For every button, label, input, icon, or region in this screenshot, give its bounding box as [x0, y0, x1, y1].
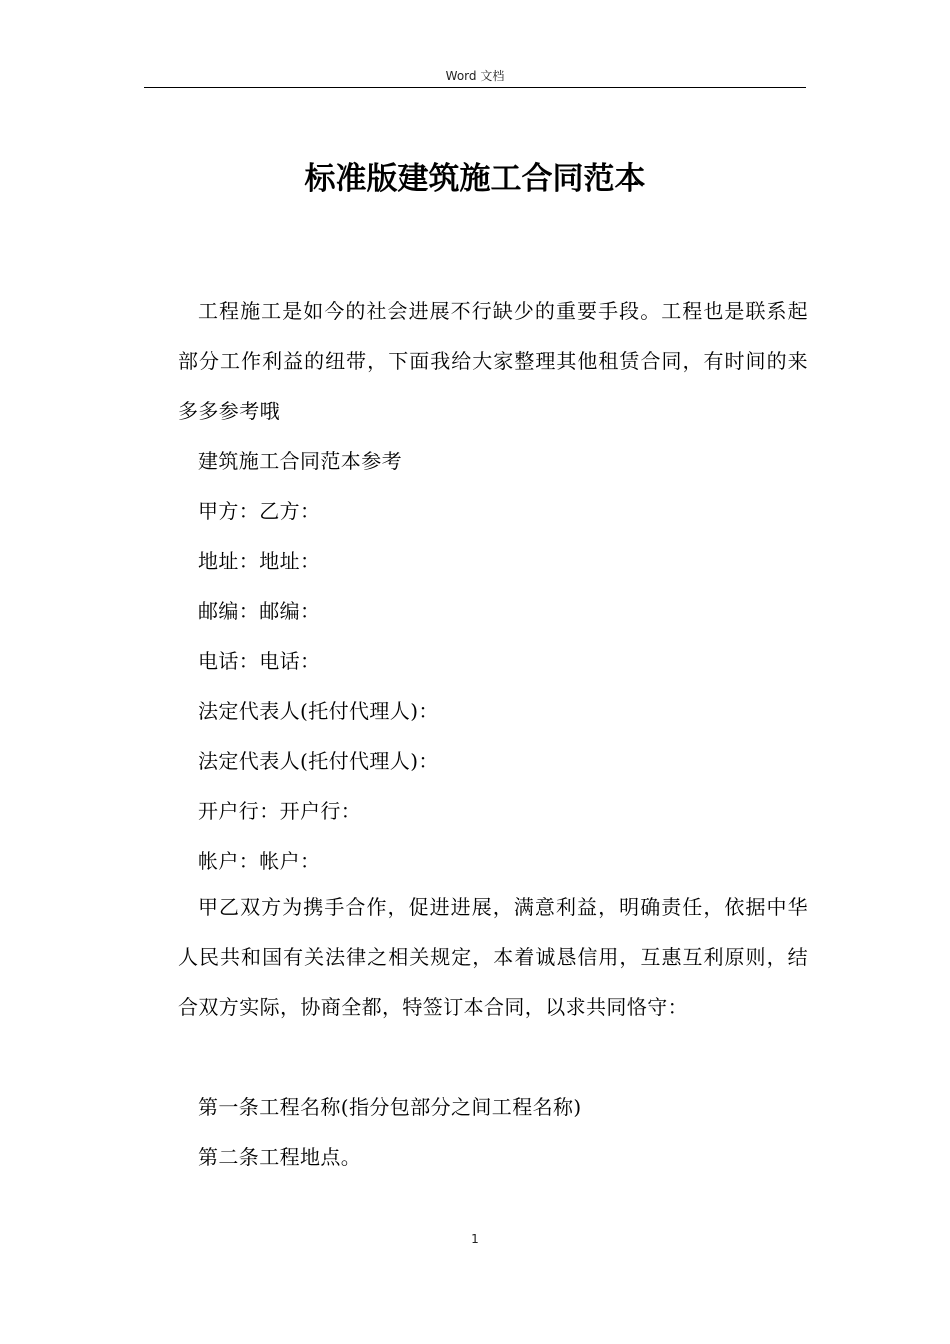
agreement-paragraph: 甲乙双方为携手合作，促进进展，满意利益，明确责任，依据中华人民共和国有关法律之相关规定，本着诚恳信用，互惠互利原则，结合双方实际，协商全都，特签订本合同，以求共同恪守：: [178, 895, 808, 1019]
document-title: 标准版建筑施工合同范本: [304, 161, 646, 197]
account-line: 帐户：帐户：: [198, 849, 321, 873]
bank-line: 开户行：开户行：: [198, 799, 362, 823]
legal-representative-line: 法定代表人(托付代理人)：: [198, 749, 439, 773]
article-item: 第二条工程地点。: [198, 1145, 362, 1169]
phone-line: 电话：电话：: [198, 649, 321, 673]
postcode-line: 邮编：邮编：: [198, 599, 321, 623]
article-item: 第一条工程名称(指分包部分之间工程名称): [198, 1095, 582, 1119]
intro-paragraph: 工程施工是如今的社会进展不行缺少的重要手段。工程也是联系起部分工作利益的纽带，下面我给大家整理其他租赁合同，有时间的来多多参考哦: [178, 299, 808, 423]
party-line: 甲方：乙方：: [198, 499, 321, 523]
address-line: 地址：地址：: [198, 549, 321, 573]
legal-representative-line: 法定代表人(托付代理人)：: [198, 699, 439, 723]
page-number: 1: [471, 1232, 479, 1246]
header-divider: [144, 87, 806, 88]
header-label: Word 文档: [445, 69, 505, 83]
contract-subtitle: 建筑施工合同范本参考: [198, 449, 402, 473]
